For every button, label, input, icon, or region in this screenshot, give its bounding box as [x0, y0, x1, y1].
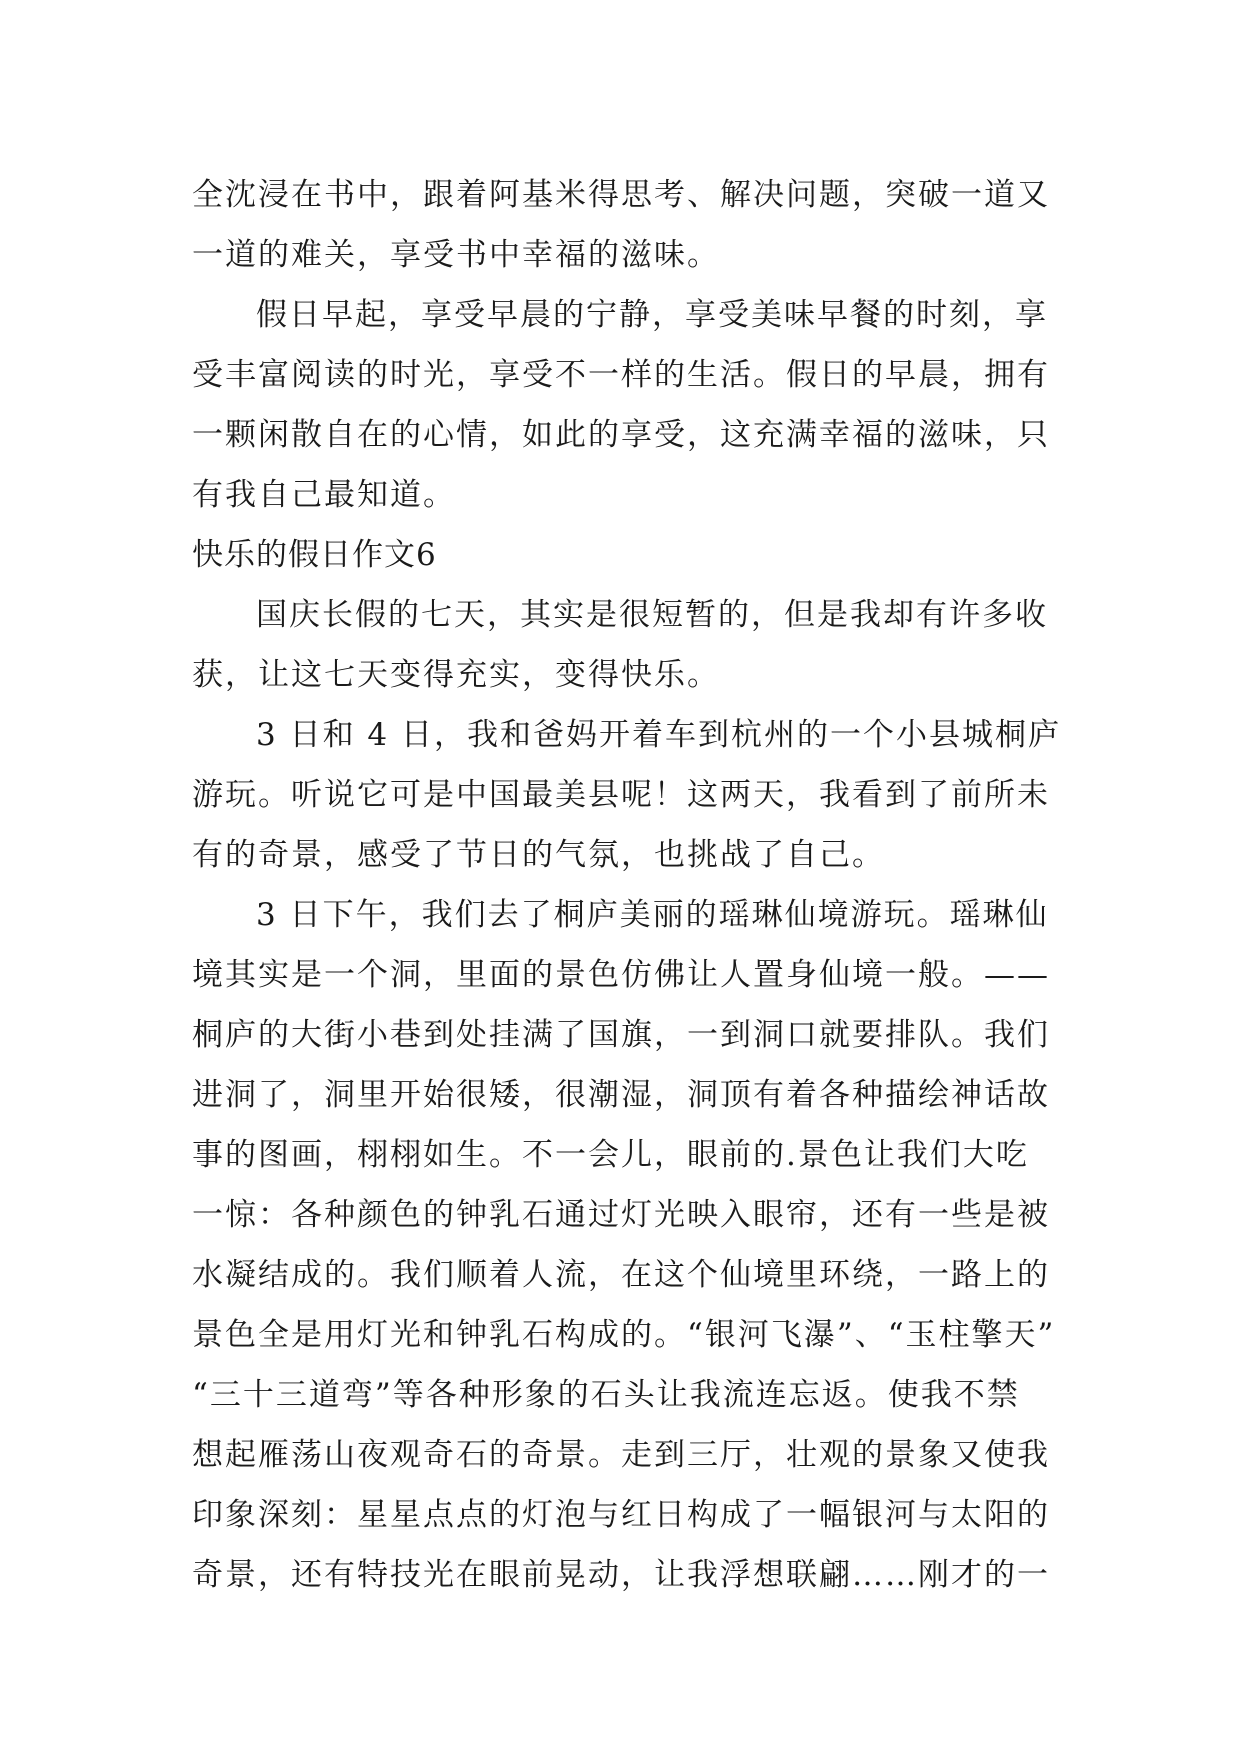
text-line: 进洞了，洞里开始很矮，很潮湿，洞顶有着各种描绘神话故	[192, 1077, 1050, 1113]
paragraph-start: 3 日和 4 日，我和爸妈开着车到杭州的一个小县城桐庐	[256, 717, 1062, 753]
text-line: 景色全是用灯光和钟乳石构成的。“银河飞瀑”、“玉柱擎天”	[192, 1317, 1056, 1353]
text-line: 有的奇景，感受了节日的气氛，也挑战了自己。	[192, 837, 885, 873]
text-line: 印象深刻：星星点点的灯泡与红日构成了一幅银河与太阳的	[192, 1497, 1050, 1533]
text-line: 一惊：各种颜色的钟乳石通过灯光映入眼帘，还有一些是被	[192, 1197, 1050, 1233]
text-line: 水凝结成的。我们顺着人流，在这个仙境里环绕，一路上的	[192, 1257, 1050, 1293]
paragraph-start: 国庆长假的七天，其实是很短暂的，但是我却有许多收	[256, 597, 1048, 633]
paragraph-start: 假日早起，享受早晨的宁静，享受美味早餐的时刻，享	[256, 297, 1048, 333]
paragraph-start: 3 日下午，我们去了桐庐美丽的瑶琳仙境游玩。瑶琳仙	[256, 897, 1049, 933]
text-line: 全沈浸在书中，跟着阿基米得思考、解决问题，突破一道又	[192, 177, 1050, 213]
text-line: 想起雁荡山夜观奇石的奇景。走到三厅，壮观的景象又使我	[192, 1437, 1050, 1473]
text-line: 境其实是一个洞，里面的景色仿佛让人置身仙境一般。——	[192, 957, 1050, 993]
essay-title: 快乐的假日作文6	[192, 537, 437, 573]
text-line: 获，让这七天变得充实，变得快乐。	[192, 657, 720, 693]
text-line: “三十三道弯”等各种形象的石头让我流连忘返。使我不禁	[192, 1377, 1020, 1413]
text-line: 一道的难关，享受书中幸福的滋味。	[192, 237, 720, 273]
text-line: 受丰富阅读的时光，享受不一样的生活。假日的早晨，拥有	[192, 357, 1050, 393]
text-line: 奇景，还有特技光在眼前晃动，让我浮想联翩……刚才的一	[192, 1557, 1050, 1593]
text-line: 有我自己最知道。	[192, 477, 456, 513]
text-line: 事的图画，栩栩如生。不一会儿，眼前的.景色让我们大吃	[192, 1137, 1029, 1173]
text-line: 游玩。听说它可是中国最美县呢！这两天，我看到了前所未	[192, 777, 1050, 813]
text-line: 一颗闲散自在的心情，如此的享受，这充满幸福的滋味，只	[192, 417, 1050, 453]
document-body	[192, 165, 1092, 1605]
text-line: 桐庐的大街小巷到处挂满了国旗，一到洞口就要排队。我们	[192, 1017, 1050, 1053]
